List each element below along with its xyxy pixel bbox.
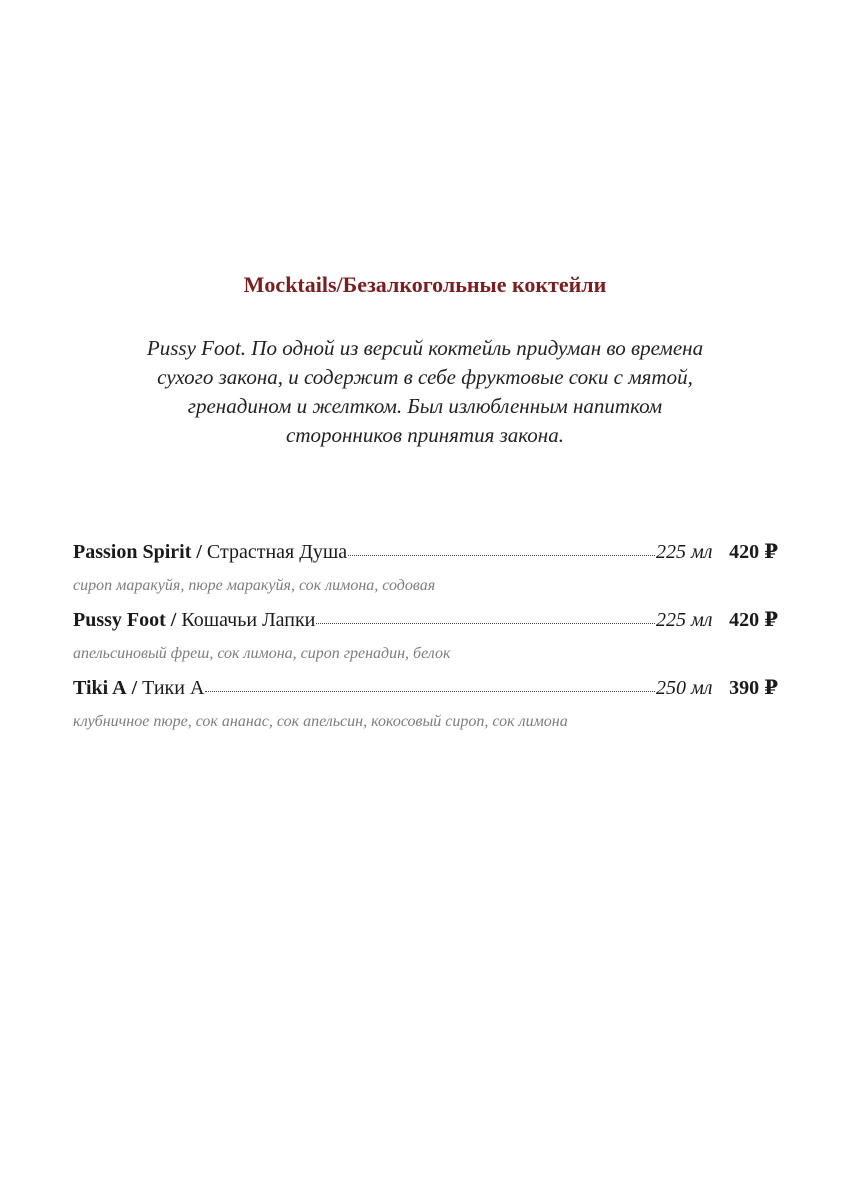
item-price: 390 ₽ (729, 677, 778, 699)
item-separator: / (165, 609, 182, 631)
intro-line: Pussy Foot. По одной из версий коктейль придуман во времена (146, 336, 704, 360)
item-name-ru: Страстная Душа (206, 541, 348, 563)
item-volume: 225 мл (656, 541, 713, 563)
item-separator: / (191, 541, 207, 563)
item-volume: 250 мл (656, 677, 713, 699)
item-name-en: Passion Spirit (73, 541, 192, 563)
menu-item (73, 671, 778, 705)
intro-text (75, 334, 775, 450)
item-separator: / (126, 677, 143, 699)
item-name-ru: Кошачьи Лапки (181, 609, 316, 631)
page-title: Mocktails/Безалкогольные коктейли (243, 272, 607, 297)
item-name-ru: Тики А (142, 677, 205, 699)
item-volume: 225 мл (656, 609, 713, 631)
dot-leader (348, 555, 655, 556)
menu-item (73, 603, 778, 637)
item-name-en: Pussy Foot (73, 609, 166, 631)
dot-leader (205, 691, 655, 692)
item-price: 420 ₽ (729, 541, 778, 563)
intro-line: сторонников принятия закона. (286, 423, 564, 447)
item-description: сироп маракуйя, пюре маракуйя, сок лимона, содовая (73, 577, 436, 594)
intro-line: сухого закона, и содержит в себе фруктовые соки с мятой, (157, 365, 693, 389)
item-price: 420 ₽ (729, 609, 778, 631)
dot-leader (316, 623, 655, 624)
intro-line: гренадином и желтком. Был излюбленным напитком (187, 394, 663, 418)
menu-item (73, 535, 778, 569)
menu-list (73, 535, 778, 739)
item-name-en: Tiki A (73, 677, 127, 699)
item-description: апельсиновый фреш, сок лимона, сироп гренадин, белок (73, 645, 451, 662)
item-description: клубничное пюре, сок ананас, сок апельсин, кокосовый сироп, сок лимона (73, 713, 568, 730)
